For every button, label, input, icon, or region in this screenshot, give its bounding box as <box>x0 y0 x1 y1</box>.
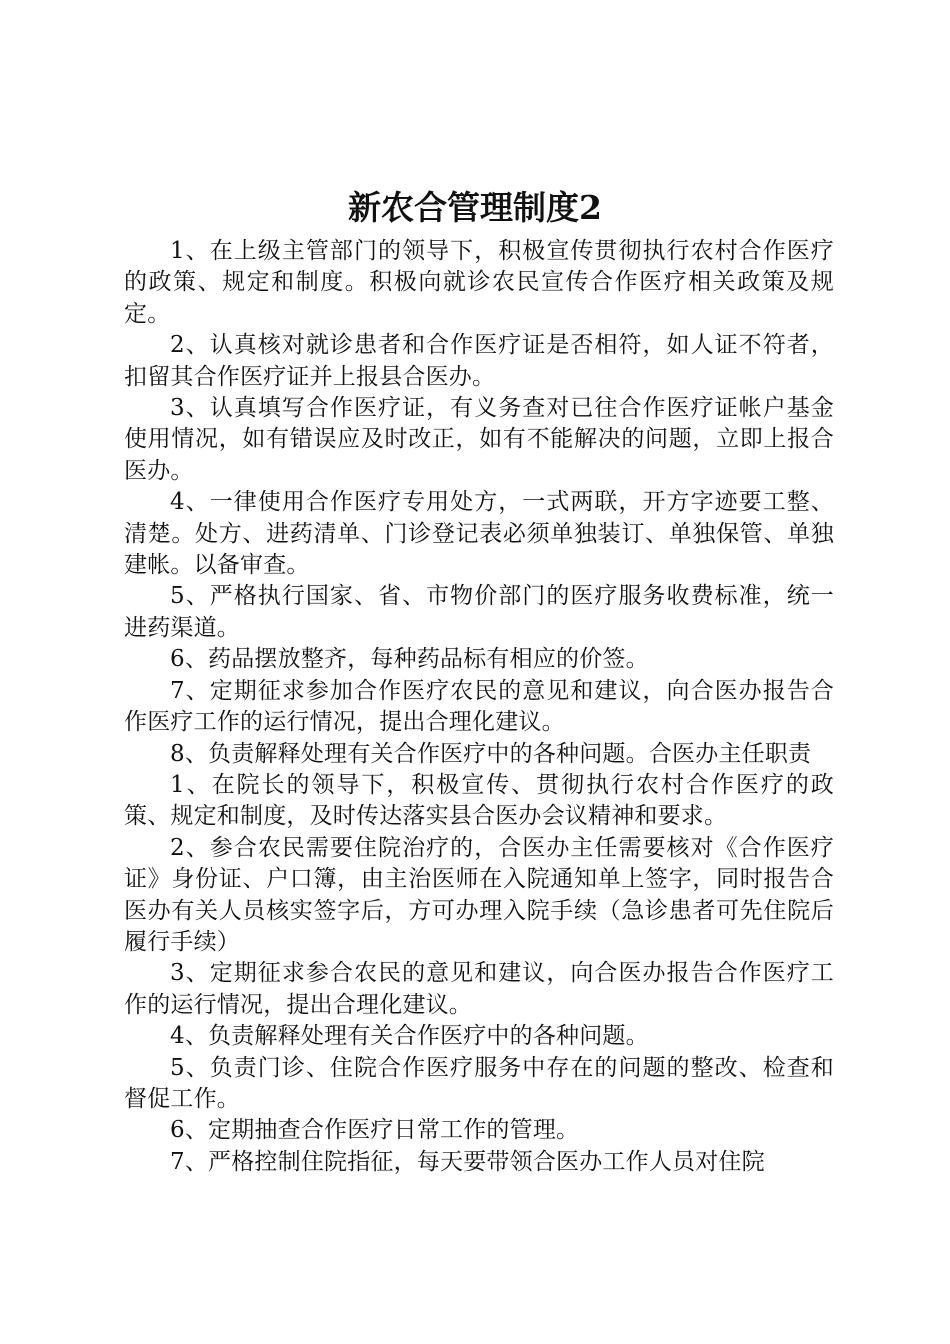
paragraph-14: 6、定期抽查合作医疗日常工作的管理。 <box>170 1117 580 1144</box>
paragraph-11: 3、定期征求参合农民的意见和建议，向合医办报告合作医疗工作的运行情况，提出合理化建议。 <box>124 960 834 1018</box>
paragraph-8: 8、负责解释处理有关合作医疗中的各种问题。合医办主任职责 <box>170 740 812 767</box>
paragraph-1: 1、在上级主管部门的领导下，积极宣传贯彻执行农村合作医疗的政策、规定和制度。积极向就诊农民宣传合作医疗相关政策及规定。 <box>124 238 834 327</box>
paragraph-13: 5、负责门诊、住院合作医疗服务中存在的问题的整改、检查和督促工作。 <box>124 1054 834 1112</box>
paragraph-3: 3、认真填写合作医疗证，有义务查对已往合作医疗证帐户基金使用情况，如有错误应及时改正，如有不能解决的问题，立即上报合医办。 <box>124 395 834 484</box>
paragraph-4: 4、一律使用合作医疗专用处方，一式两联，开方字迹要工整、清楚。处方、进药清单、门诊登记表必须单独装订、单独保管、单独建帐。以备审查。 <box>124 489 834 579</box>
document-title: 新农合管理制度2 <box>348 188 602 227</box>
paragraph-10: 2、参合农民需要住院治疗的，合医办主任需要核对《合作医疗证》身份证、户口簿，由主治医师在入院通知单上签字，同时报告合医办有关人员核实签字后，方可办理入院手续（急诊患者可先住院后履行手续） <box>124 834 834 955</box>
paragraph-5: 5、严格执行国家、省、市物价部门的医疗服务收费标准，统一进药渠道。 <box>124 583 834 641</box>
paragraph-15: 7、严格控制住院指征，每天要带领合医办工作人员对住院 <box>170 1148 765 1175</box>
paragraph-9: 1、在院长的领导下，积极宣传、贯彻执行农村合作医疗的政策、规定和制度，及时传达落实县合医办会议精神和要求。 <box>124 771 834 830</box>
paragraph-12: 4、负责解释处理有关合作医疗中的各种问题。 <box>170 1023 649 1050</box>
paragraph-7: 7、定期征求参加合作医疗农民的意见和建议，向合医办报告合作医疗工作的运行情况，提出合理化建议。 <box>124 677 834 736</box>
document-body <box>124 236 834 1178</box>
paragraph-2: 2、认真核对就诊患者和合作医疗证是否相符，如人证不符者，扣留其合作医疗证并上报县合医办。 <box>124 332 834 390</box>
paragraph-6: 6、药品摆放整齐，每种药品标有相应的价签。 <box>170 646 649 673</box>
